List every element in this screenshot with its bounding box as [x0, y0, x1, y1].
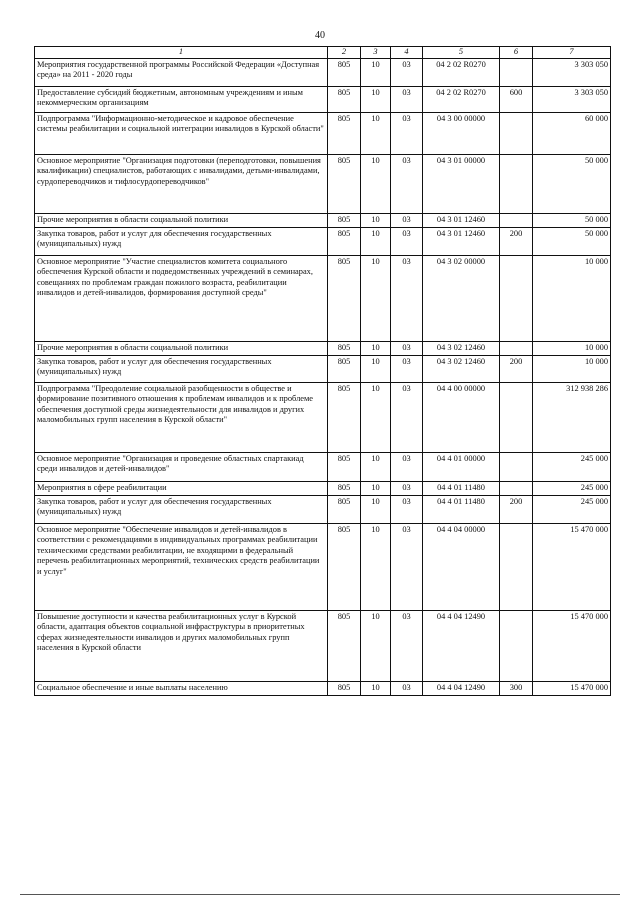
amount: 10 000 — [533, 255, 611, 341]
ministry-code: 805 — [328, 255, 361, 341]
table-row — [35, 227, 611, 255]
row-name: Повышение доступности и качества реабилитационных услуг в Курской области, адаптация объектов социальной инфраструктуры в приоритетных сферах жизнедеятельности инвалидов и других маломобильных групп населения в Курской области — [35, 610, 328, 681]
expense-type-code: 600 — [500, 86, 533, 112]
table-row — [35, 355, 611, 382]
amount: 245 000 — [533, 452, 611, 481]
column-header: 1 — [35, 47, 328, 59]
column-header: 2 — [328, 47, 361, 59]
table-row — [35, 382, 611, 452]
table-row — [35, 255, 611, 341]
expense-type-code — [500, 382, 533, 452]
amount: 15 470 000 — [533, 523, 611, 610]
ministry-code: 805 — [328, 213, 361, 227]
amount: 3 303 050 — [533, 86, 611, 112]
expense-type-code — [500, 213, 533, 227]
subsection-code: 03 — [391, 154, 423, 213]
subsection-code: 03 — [391, 112, 423, 154]
amount: 50 000 — [533, 154, 611, 213]
column-header: 7 — [533, 47, 611, 59]
subsection-code: 03 — [391, 86, 423, 112]
target-article-code: 04 4 04 00000 — [423, 523, 500, 610]
expense-type-code: 200 — [500, 495, 533, 523]
ministry-code: 805 — [328, 481, 361, 495]
ministry-code: 805 — [328, 610, 361, 681]
expense-type-code — [500, 523, 533, 610]
ministry-code: 805 — [328, 452, 361, 481]
section-code: 10 — [361, 341, 391, 355]
row-name: Мероприятия государственной программы Российской Федерации «Доступная среда» на 2011 - 2020 годы — [35, 58, 328, 86]
amount: 3 303 050 — [533, 58, 611, 86]
ministry-code: 805 — [328, 382, 361, 452]
section-code: 10 — [361, 58, 391, 86]
column-header: 5 — [423, 47, 500, 59]
amount: 312 938 286 — [533, 382, 611, 452]
amount: 245 000 — [533, 495, 611, 523]
section-code: 10 — [361, 213, 391, 227]
target-article-code: 04 3 01 00000 — [423, 154, 500, 213]
row-name: Основное мероприятие "Обеспечение инвалидов и детей-инвалидов в соответствии с рекомендациями в индивидуальных программах реабилитации техническими средствами реабилитации, не входящими в федеральный перечень реабилитационных мероприятий, технических средств реабилитации и услуг" — [35, 523, 328, 610]
table-row — [35, 452, 611, 481]
section-code: 10 — [361, 86, 391, 112]
subsection-code: 03 — [391, 58, 423, 86]
row-name: Основное мероприятие "Организация подготовки (переподготовки, повышения квалификации) специалистов, работающих с инвалидами, детьми-инвалидами, сурдопереводчиков и тифлосурдопереводчиков" — [35, 154, 328, 213]
budget-table — [34, 46, 611, 696]
section-code: 10 — [361, 523, 391, 610]
column-header: 6 — [500, 47, 533, 59]
subsection-code: 03 — [391, 495, 423, 523]
target-article-code: 04 3 00 00000 — [423, 112, 500, 154]
section-code: 10 — [361, 255, 391, 341]
table-row — [35, 610, 611, 681]
page-number: 40 — [315, 30, 325, 41]
target-article-code: 04 4 00 00000 — [423, 382, 500, 452]
subsection-code: 03 — [391, 610, 423, 681]
target-article-code: 04 3 01 12460 — [423, 213, 500, 227]
subsection-code: 03 — [391, 523, 423, 610]
amount: 15 470 000 — [533, 681, 611, 695]
amount: 60 000 — [533, 112, 611, 154]
table-row — [35, 86, 611, 112]
row-name: Социальное обеспечение и иные выплаты населению — [35, 681, 328, 695]
column-header: 3 — [361, 47, 391, 59]
column-header: 4 — [391, 47, 423, 59]
subsection-code: 03 — [391, 382, 423, 452]
table-header-row — [35, 47, 611, 59]
target-article-code: 04 4 04 12490 — [423, 610, 500, 681]
ministry-code: 805 — [328, 341, 361, 355]
expense-type-code — [500, 154, 533, 213]
expense-type-code — [500, 341, 533, 355]
ministry-code: 805 — [328, 154, 361, 213]
subsection-code: 03 — [391, 341, 423, 355]
ministry-code: 805 — [328, 86, 361, 112]
table-row — [35, 213, 611, 227]
section-code: 10 — [361, 227, 391, 255]
subsection-code: 03 — [391, 355, 423, 382]
amount: 245 000 — [533, 481, 611, 495]
row-name: Закупка товаров, работ и услуг для обеспечения государственных (муниципальных) нужд — [35, 495, 328, 523]
section-code: 10 — [361, 681, 391, 695]
target-article-code: 04 4 01 11480 — [423, 481, 500, 495]
target-article-code: 04 3 02 12460 — [423, 355, 500, 382]
table-row — [35, 523, 611, 610]
expense-type-code — [500, 452, 533, 481]
table-row — [35, 154, 611, 213]
row-name: Закупка товаров, работ и услуг для обеспечения государственных (муниципальных) нужд — [35, 355, 328, 382]
row-name: Прочие мероприятия в области социальной политики — [35, 341, 328, 355]
page-bottom-rule — [20, 894, 620, 895]
section-code: 10 — [361, 112, 391, 154]
row-name: Мероприятия в сфере реабилитации — [35, 481, 328, 495]
table-row — [35, 58, 611, 86]
subsection-code: 03 — [391, 213, 423, 227]
subsection-code: 03 — [391, 227, 423, 255]
table-row — [35, 495, 611, 523]
ministry-code: 805 — [328, 58, 361, 86]
amount: 10 000 — [533, 355, 611, 382]
subsection-code: 03 — [391, 255, 423, 341]
expense-type-code — [500, 255, 533, 341]
ministry-code: 805 — [328, 681, 361, 695]
table-row — [35, 112, 611, 154]
ministry-code: 805 — [328, 355, 361, 382]
section-code: 10 — [361, 452, 391, 481]
table-row — [35, 341, 611, 355]
subsection-code: 03 — [391, 681, 423, 695]
subsection-code: 03 — [391, 452, 423, 481]
subsection-code: 03 — [391, 481, 423, 495]
row-name: Предоставление субсидий бюджетным, автономным учреждениям и иным некоммерческим организациям — [35, 86, 328, 112]
ministry-code: 805 — [328, 227, 361, 255]
row-name: Основное мероприятие "Организация и проведение областных спартакиад среди инвалидов и детей-инвалидов" — [35, 452, 328, 481]
expense-type-code — [500, 58, 533, 86]
section-code: 10 — [361, 495, 391, 523]
target-article-code: 04 2 02 R0270 — [423, 58, 500, 86]
row-name: Прочие мероприятия в области социальной политики — [35, 213, 328, 227]
expense-type-code — [500, 481, 533, 495]
section-code: 10 — [361, 355, 391, 382]
section-code: 10 — [361, 154, 391, 213]
amount: 15 470 000 — [533, 610, 611, 681]
expense-type-code — [500, 112, 533, 154]
row-name: Основное мероприятие "Участие специалистов комитета социального обеспечения Курской области и подведомственных учреждений в семинарах, совещаниях по проблемам граждан пожилого возраста, реабилитации инвалидов и детей-инвалидов, формирования доступной среды" — [35, 255, 328, 341]
ministry-code: 805 — [328, 495, 361, 523]
target-article-code: 04 2 02 R0270 — [423, 86, 500, 112]
section-code: 10 — [361, 382, 391, 452]
target-article-code: 04 3 02 12460 — [423, 341, 500, 355]
row-name: Подпрограмма "Информационно-методическое и кадровое обеспечение системы реабилитации и социальной интеграции инвалидов в Курской области" — [35, 112, 328, 154]
target-article-code: 04 4 04 12490 — [423, 681, 500, 695]
expense-type-code — [500, 610, 533, 681]
target-article-code: 04 3 01 12460 — [423, 227, 500, 255]
amount: 50 000 — [533, 213, 611, 227]
expense-type-code: 200 — [500, 355, 533, 382]
table-row — [35, 681, 611, 695]
section-code: 10 — [361, 610, 391, 681]
ministry-code: 805 — [328, 112, 361, 154]
ministry-code: 805 — [328, 523, 361, 610]
amount: 50 000 — [533, 227, 611, 255]
section-code: 10 — [361, 481, 391, 495]
amount: 10 000 — [533, 341, 611, 355]
target-article-code: 04 4 01 11480 — [423, 495, 500, 523]
target-article-code: 04 3 02 00000 — [423, 255, 500, 341]
row-name: Закупка товаров, работ и услуг для обеспечения государственных (муниципальных) нужд — [35, 227, 328, 255]
expense-type-code: 200 — [500, 227, 533, 255]
row-name: Подпрограмма "Преодоление социальной разобщенности в обществе и формирование позитивного отношения к проблемам инвалидов и к проблеме обеспечения доступной среды жизнедеятельности для инвалидов и других маломобильных групп населения в Курской области" — [35, 382, 328, 452]
expense-type-code: 300 — [500, 681, 533, 695]
table-row — [35, 481, 611, 495]
target-article-code: 04 4 01 00000 — [423, 452, 500, 481]
